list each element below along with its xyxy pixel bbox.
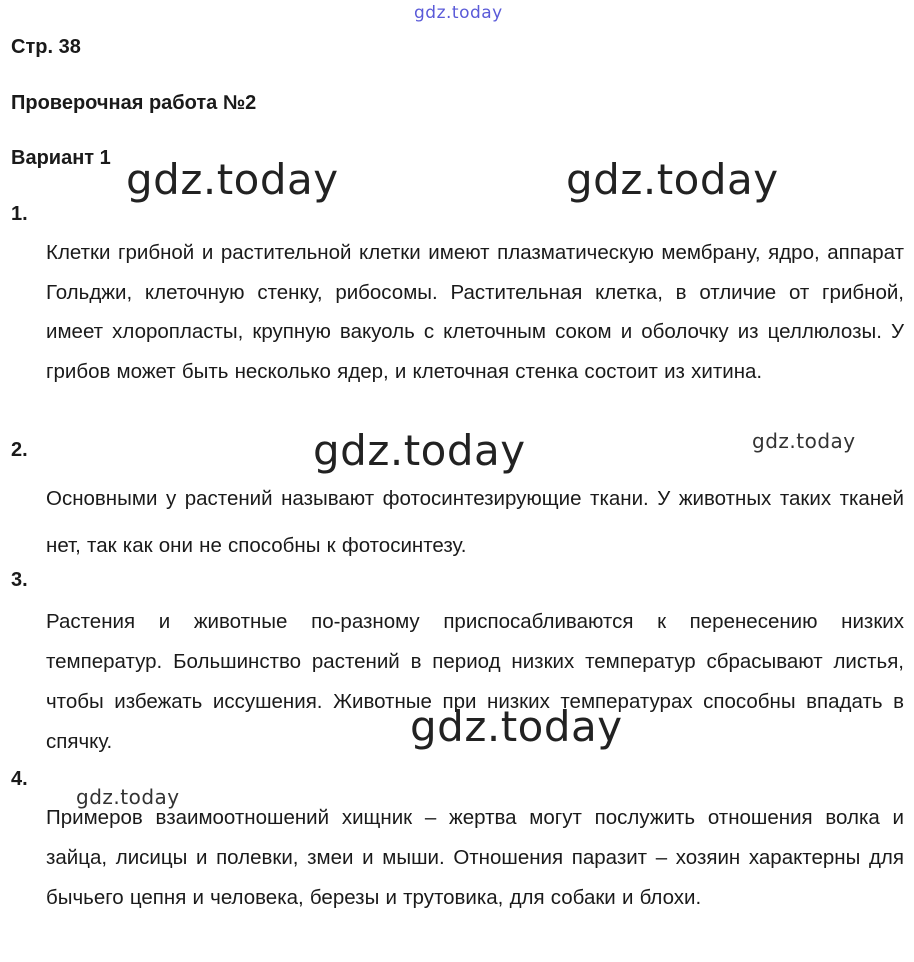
question-4-number: 4. [11,768,28,790]
question-2-number: 2. [11,439,28,461]
question-3-number: 3. [11,569,28,591]
watermark-large-lower: gdz.today [410,702,623,751]
question-3-answer: Растения и животные по-разному приспосабливаются к перенесению низких температур. Большинство растений в период низких температур сбрасывают листья, чтобы избежать иссушения. Животные при низких температурах способны впадать в спячку. [46,610,904,753]
watermark-large-left: gdz.today [126,155,339,204]
work-title: Проверочная работа №2 [11,92,257,114]
watermark-large-middle: gdz.today [313,426,526,475]
question-2-answer: Основными у растений называют фотосинтезирующие ткани. У животных таких тканей нет, так как они не способны к фотосинтезу. [46,487,904,557]
question-1-number: 1. [11,203,28,225]
page-number: Стр. 38 [11,36,81,58]
watermark-large-right: gdz.today [566,155,779,204]
watermark-top: gdz.today [414,3,503,23]
watermark-small-left: gdz.today [76,785,180,809]
watermark-small-right: gdz.today [752,429,856,453]
variant-label: Вариант 1 [11,147,111,169]
question-4-answer: Примеров взаимоотношений хищник – жертва могут послужить отношения волка и зайца, лисицы и полевки, змеи и мыши. Отношения паразит – хозяин характерны для бычьего цепня и человека, березы и трутовика, для собаки и блохи. [46,806,904,909]
question-1-answer: Клетки грибной и растительной клетки имеют плазматическую мембрану, ядро, аппарат Гольджи, клеточную стенку, рибосомы. Растительная клетка, в отличие от грибной, имеет хлоропласты, крупную вакуоль с клеточным соком и оболочку из целлюлозы. У грибов может быть несколько ядер, и клеточная стенка состоит из хитина. [46,241,904,384]
